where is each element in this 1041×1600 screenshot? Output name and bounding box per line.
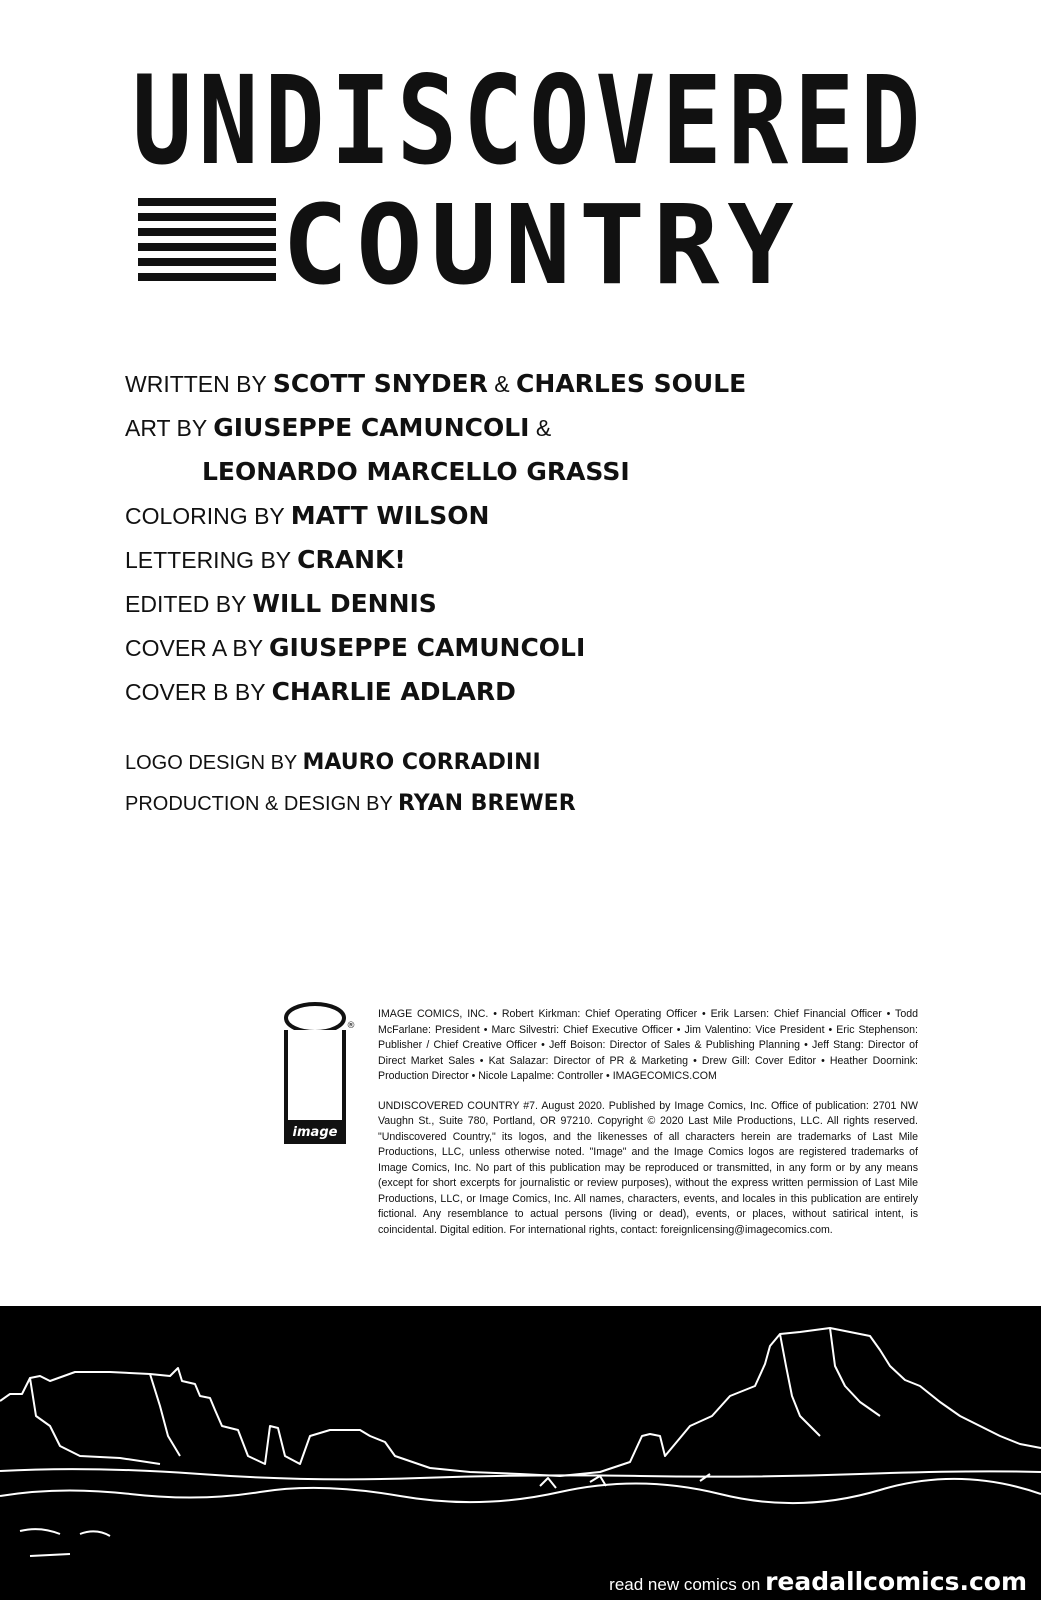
credit-line (125, 626, 985, 670)
credit-line (125, 538, 985, 582)
logo-line-1: UNDISCOVERED (132, 49, 927, 193)
credit-line (125, 670, 985, 714)
credit-name: CHARLIE ADLARD (271, 677, 516, 706)
credit-line (125, 494, 985, 538)
credit-line (125, 406, 985, 450)
image-logo-label: image (292, 1125, 338, 1140)
indicia-paragraph: UNDISCOVERED COUNTRY #7. August 2020. Published by Image Comics, Inc. Office of publication: 2701 NW Vaughn St., Suite 780, Portland, OR 97210. Copyright © 2020 Last Mile Productions, LLC. All rights reserved. "Undiscovered Country," its logos, and the likenesses of all characters herein are trademarks of Last Mile Productions, LLC, unless otherwise noted. "Image" and the Image Comics logos are registered trademarks of Image Comics, Inc. No part of this publication may be reproduced or transmitted, in any form or by any means (except for short excerpts for journalistic or review purposes), without the express written permission of Last Mile Productions, LLC, or Image Comics, Inc. All names, characters, events, and locales in this publication are entirely fictional. Any resemblance to actual persons (living or dead), events, or places, without satirical intent, is coincidental. Digital edition. For international rights, contact: foreignlicensing@imagecomics.com. (378, 1099, 918, 1236)
watermark-prefix: read new comics on (609, 1575, 766, 1594)
credit-name: SCOTT SNYDER (272, 369, 488, 398)
flag-stripes-graphic (138, 198, 276, 298)
credit-name: CRANK! (297, 545, 406, 574)
credit-line (125, 362, 985, 406)
credit-role: COVER B BY (125, 679, 272, 705)
credit-role: ART BY (125, 415, 214, 441)
image-comics-logo (283, 1000, 355, 1150)
credit-role: EDITED BY (125, 591, 253, 617)
credit-name: GIUSEPPE CAMUNCOLI (213, 413, 530, 442)
registered-mark: ® (346, 1021, 355, 1031)
credit-role: COLORING BY (125, 503, 291, 529)
credit-name: LEONARDO MARCELLO GRASSI (202, 457, 630, 486)
credit-role: PRODUCTION & DESIGN BY (125, 793, 399, 815)
mesa-landscape-illustration (0, 1306, 1041, 1600)
credit-role: LETTERING BY (125, 547, 298, 573)
watermark-site: readallcomics.com (765, 1567, 1027, 1596)
credit-joiner: & (529, 415, 552, 441)
design-credits-list (125, 742, 985, 824)
credit-name: GIUSEPPE CAMUNCOLI (269, 633, 586, 662)
credits-list (125, 362, 985, 714)
footer-landscape-panel (0, 1306, 1041, 1600)
credit-name: RYAN BREWER (398, 791, 576, 816)
legal-text (378, 1007, 918, 1252)
title-logo (132, 49, 927, 309)
credit-name: WILL DENNIS (252, 589, 437, 618)
credit-name: CHARLES SOULE (516, 369, 747, 398)
watermark (609, 1567, 1027, 1596)
credit-line (125, 783, 985, 824)
credit-line (125, 582, 985, 626)
credit-joiner: & (487, 371, 517, 397)
credit-role: WRITTEN BY (125, 371, 273, 397)
credit-role: LOGO DESIGN BY (125, 752, 303, 774)
credit-role: COVER A BY (125, 635, 270, 661)
credit-line (125, 742, 985, 783)
credit-line (125, 450, 985, 494)
star-icon (822, 198, 912, 308)
credit-name: MAURO CORRADINI (302, 750, 541, 775)
credit-name: MATT WILSON (290, 501, 490, 530)
staff-paragraph: IMAGE COMICS, INC. • Robert Kirkman: Chief Operating Officer • Erik Larsen: Chief Financial Officer • Todd McFarlane: President • Marc Silvestri: Chief Executive Officer • Jim Valentino: Vice President • Eric Stephenson: Publisher / Chief Creative Officer • Jeff Boison: Director of Sales & Publishing Planning • Jeff Stang: Director of Direct Market Sales • Kat Salazar: Director of PR & Marketing • Drew Gill: Cover Editor • Heather Doornink: Production Director • Nicole Lapalme: Controller • IMAGECOMICS.COM (378, 1008, 918, 1082)
logo-line-2: COUNTRY (282, 181, 802, 309)
